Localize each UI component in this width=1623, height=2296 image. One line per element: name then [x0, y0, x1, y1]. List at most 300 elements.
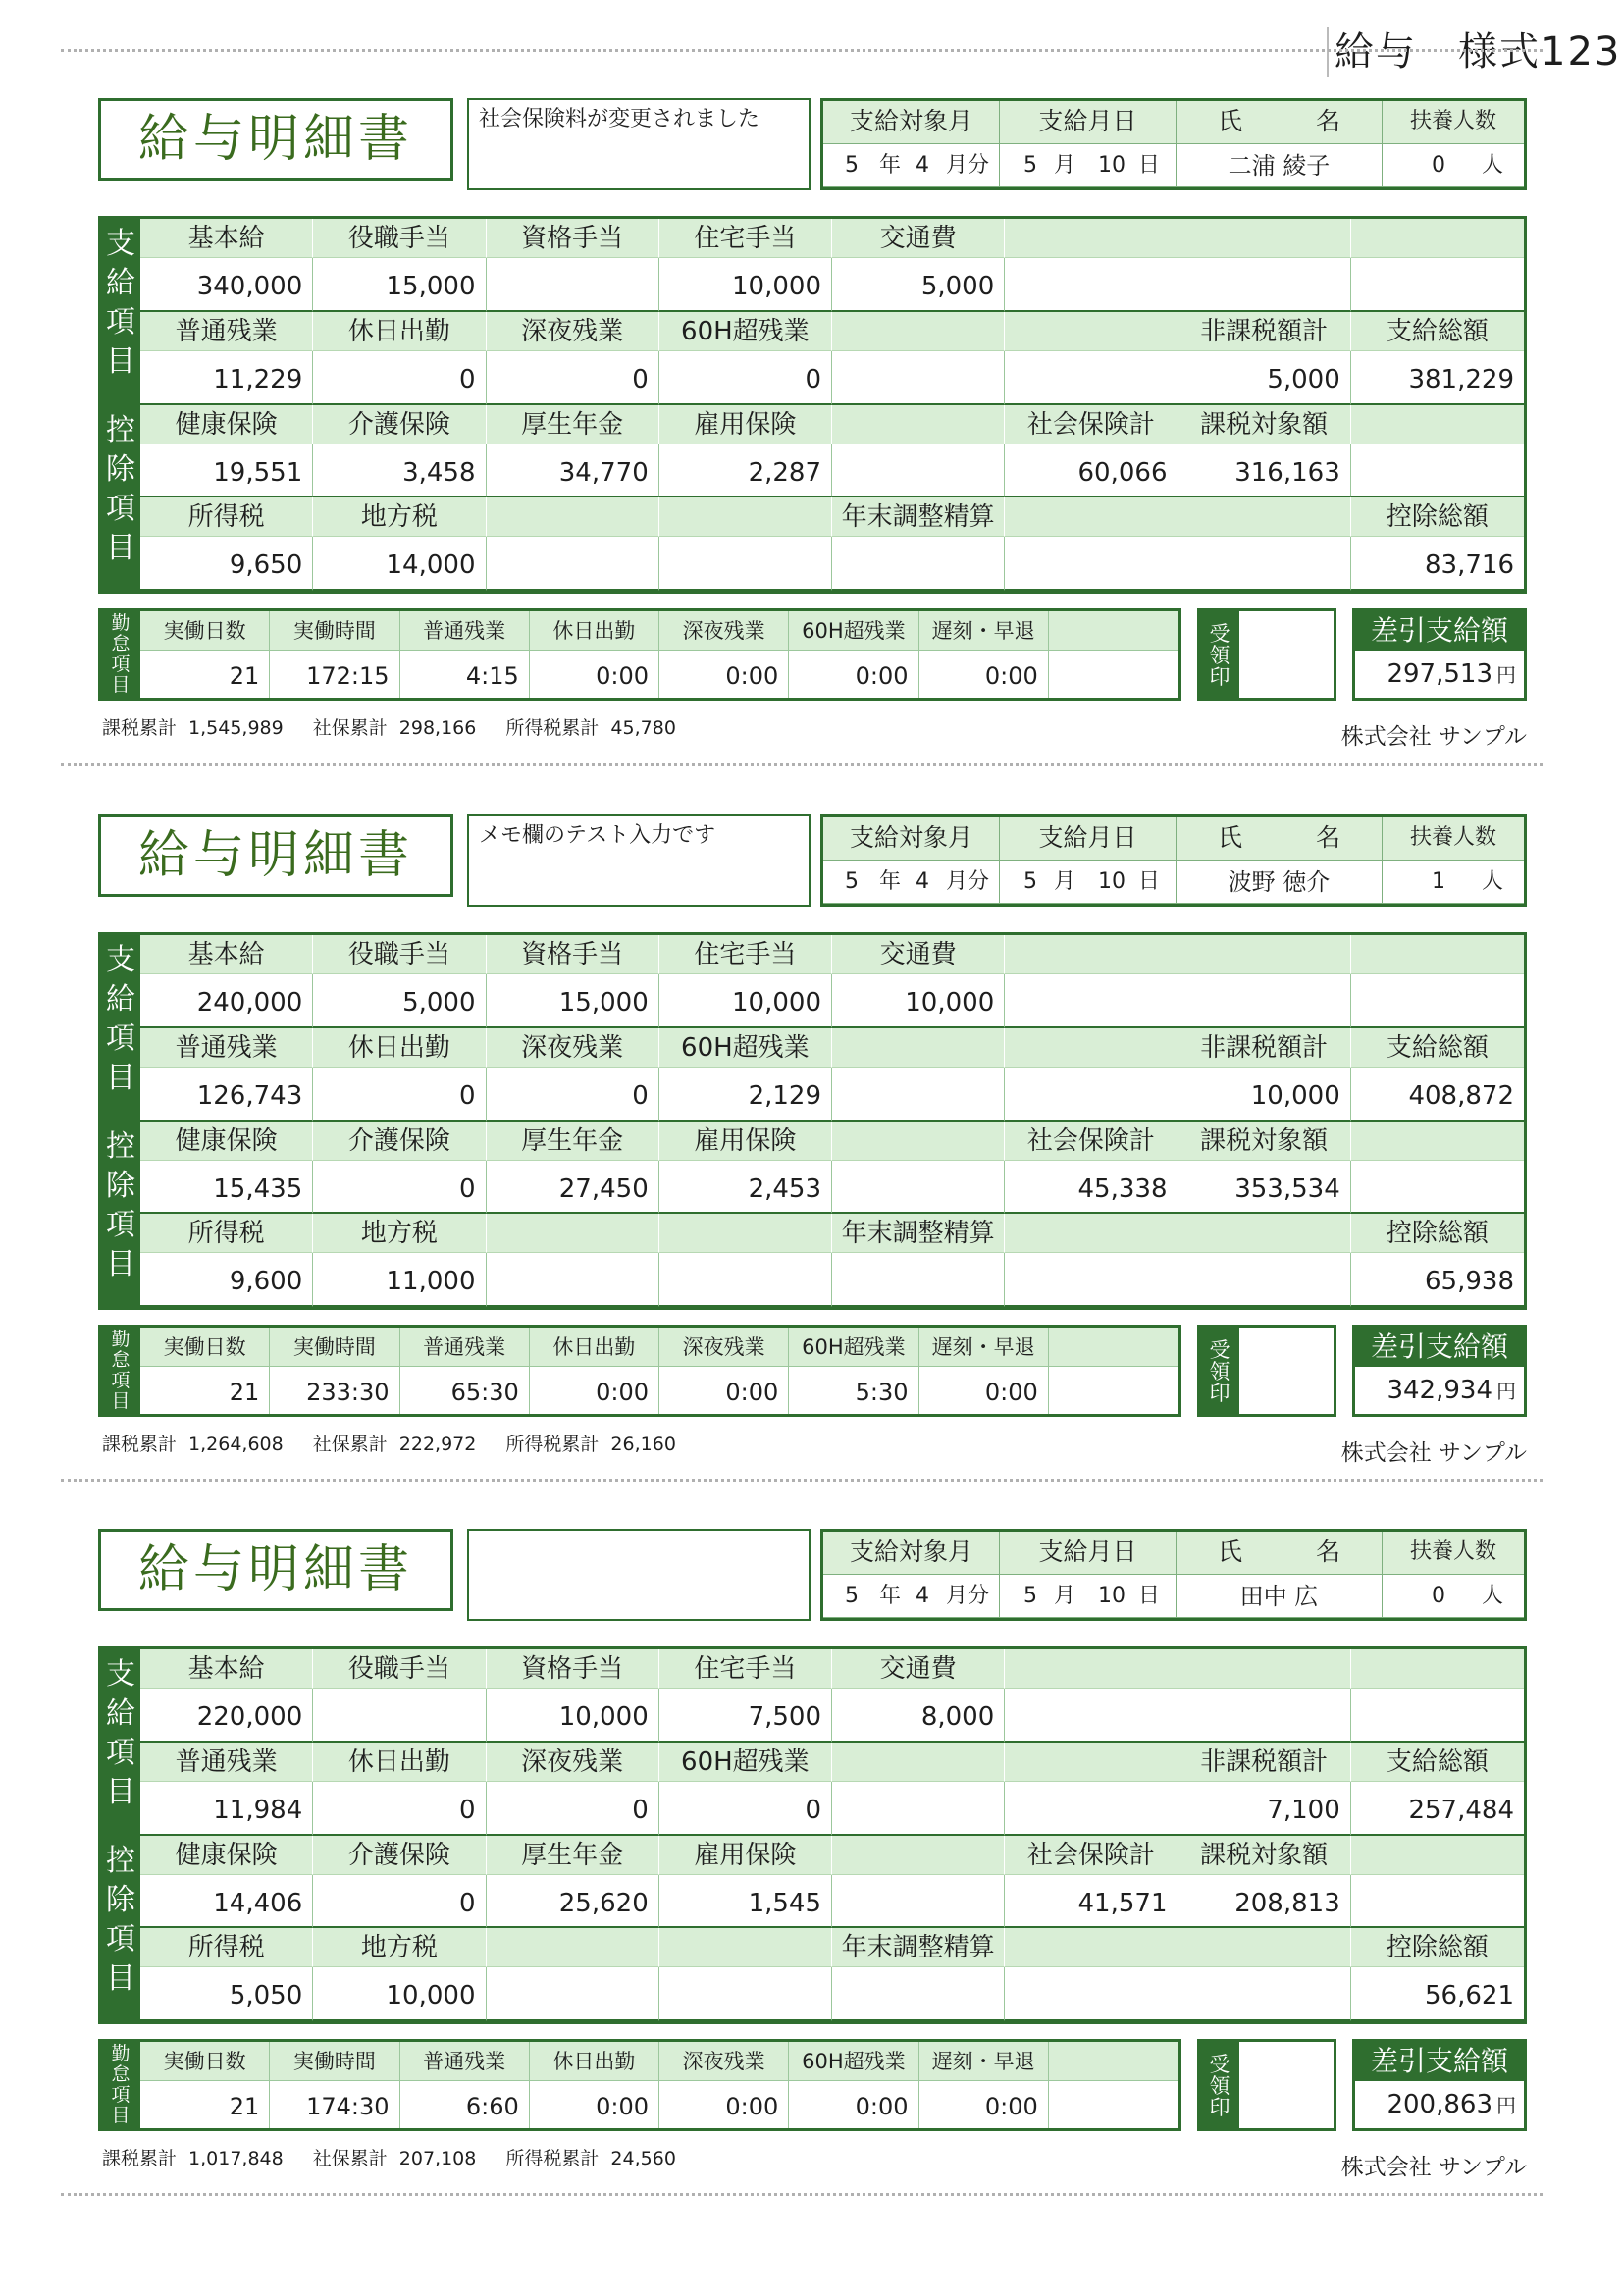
name-label: 氏 名: [1177, 101, 1383, 144]
item-label: 役職手当: [313, 219, 486, 258]
item-value: [1351, 1161, 1524, 1215]
item-value: 14,406: [140, 1875, 313, 1929]
item-label: 厚生年金: [487, 1122, 659, 1161]
payslip: [0, 98, 1623, 785]
item-label: [832, 1028, 1005, 1068]
stamp-side-label: 受 領 印: [1200, 2042, 1239, 2128]
attendance-value: 6:60: [400, 2081, 530, 2128]
attendance-value: 4:15: [400, 651, 530, 698]
item-label: 所得税: [140, 1214, 313, 1253]
item-label: 資格手当: [487, 219, 659, 258]
item-label: 深夜残業: [487, 1028, 659, 1068]
item-label: 休日出勤: [313, 1028, 486, 1068]
item-label: [1351, 405, 1524, 444]
attendance-value: 0:00: [530, 2081, 659, 2128]
item-value: 316,163: [1178, 444, 1351, 498]
item-value: 15,435: [140, 1161, 313, 1215]
item-value: [1005, 537, 1178, 591]
attendance-value: 0:00: [919, 1367, 1049, 1414]
period-label: 支給対象月: [823, 817, 1000, 861]
income-tax-total-label: 所得税累計: [505, 2148, 600, 2169]
net-pay-value: 342,934 円: [1387, 1376, 1516, 1405]
item-value: [832, 1161, 1005, 1215]
item-label: 地方税: [313, 1214, 486, 1253]
net-pay-label: 差引支給額: [1355, 1328, 1524, 1367]
deduction-items-side-label: 控 除 項 目: [101, 1836, 140, 2021]
item-value: 10,000: [832, 974, 1005, 1028]
name-label: 氏 名: [1177, 817, 1383, 861]
income-tax-total-label: 所得税累計: [505, 717, 600, 739]
stamp-side-label: 受 領 印: [1200, 1328, 1239, 1414]
item-value: [832, 1068, 1005, 1122]
deduction-items-side-label: 控 除 項 目: [101, 405, 140, 591]
taxable-total-label: 課税累計: [102, 1434, 178, 1455]
item-value: 15,000: [313, 258, 486, 312]
item-label: [487, 1214, 659, 1253]
item-label: 住宅手当: [659, 935, 832, 974]
item-label: 60H超残業: [659, 312, 832, 351]
item-label: 資格手当: [487, 1649, 659, 1689]
receipt-stamp-box: [1197, 2039, 1336, 2131]
item-label: 交通費: [832, 219, 1005, 258]
item-label: 所得税: [140, 497, 313, 537]
item-label: [1005, 219, 1178, 258]
item-value: [487, 1253, 659, 1307]
period-label: 支給対象月: [823, 101, 1000, 144]
item-label: [1178, 219, 1351, 258]
cumulative-totals: [102, 2145, 700, 2172]
social-total: 207,108: [398, 2148, 477, 2169]
company-name: 株式会社 サンプル: [1340, 1440, 1527, 1466]
item-label: [1351, 1836, 1524, 1875]
attendance-label: 休日出勤: [530, 611, 659, 651]
attendance-label: 深夜残業: [659, 611, 789, 651]
item-value: 10,000: [1178, 1068, 1351, 1122]
payslip: [0, 814, 1623, 1501]
attendance-value: 0:00: [919, 651, 1049, 698]
item-value: 2,287: [659, 444, 832, 498]
attendance-value: 0:00: [530, 651, 659, 698]
attendance-label: 60H超残業: [789, 611, 918, 651]
social-total-label: 社保累計: [312, 717, 388, 739]
item-value: [1005, 974, 1178, 1028]
item-label: 役職手当: [313, 1649, 486, 1689]
item-label: 年末調整精算: [832, 497, 1005, 537]
item-label: 交通費: [832, 1649, 1005, 1689]
item-value: 10,000: [659, 974, 832, 1028]
item-label: 厚生年金: [487, 1836, 659, 1875]
item-label: 60H超残業: [659, 1743, 832, 1782]
item-value: [1178, 1253, 1351, 1307]
taxable-total-label: 課税累計: [102, 717, 178, 739]
item-value: 5,000: [832, 258, 1005, 312]
item-label: 交通費: [832, 935, 1005, 974]
cumulative-totals: [102, 1431, 700, 1458]
income-tax-total: 24,560: [610, 2148, 676, 2169]
item-value: 208,813: [1178, 1875, 1351, 1929]
dependents-label: 扶養人数: [1383, 1532, 1524, 1575]
item-label: [1351, 219, 1524, 258]
item-value: 408,872: [1351, 1068, 1524, 1122]
item-label: 社会保険計: [1005, 1836, 1178, 1875]
item-label: 基本給: [140, 935, 313, 974]
slip-title: 給与明細書: [98, 814, 453, 897]
item-value: [832, 1253, 1005, 1307]
item-value: [832, 1875, 1005, 1929]
attendance-value: 0:00: [789, 651, 918, 698]
attendance-table: [98, 2039, 1181, 2131]
item-value: [832, 351, 1005, 405]
item-label: 介護保険: [313, 405, 486, 444]
item-value: 11,000: [313, 1253, 486, 1307]
item-label: [1351, 1122, 1524, 1161]
item-label: 控除総額: [1351, 497, 1524, 537]
item-label: 介護保険: [313, 1836, 486, 1875]
slip-header: [820, 1529, 1527, 1621]
item-label: 控除総額: [1351, 1214, 1524, 1253]
item-value: 9,650: [140, 537, 313, 591]
item-label: 健康保険: [140, 1122, 313, 1161]
item-value: 0: [313, 1161, 486, 1215]
social-total-label: 社保累計: [312, 1434, 388, 1455]
attendance-label: 普通残業: [400, 1328, 530, 1367]
net-pay-label: 差引支給額: [1355, 611, 1524, 651]
slip-title: 給与明細書: [98, 1529, 453, 1611]
employee-name: 波野 徳介: [1177, 861, 1383, 904]
attendance-label: 普通残業: [400, 2042, 530, 2081]
item-value: [1178, 258, 1351, 312]
stamp-side-label: 受 領 印: [1200, 611, 1239, 698]
employee-name: 田中 広: [1177, 1575, 1383, 1618]
attendance-grid: [140, 611, 1178, 698]
attendance-value: 0:00: [530, 1367, 659, 1414]
attendance-value: 0:00: [919, 2081, 1049, 2128]
attendance-label: 実働時間: [270, 2042, 399, 2081]
item-value: [832, 1967, 1005, 2021]
item-label: 健康保険: [140, 405, 313, 444]
item-value: 257,484: [1351, 1782, 1524, 1836]
attendance-value: 0:00: [659, 2081, 789, 2128]
item-value: [1351, 1875, 1524, 1929]
attendance-value: 65:30: [400, 1367, 530, 1414]
item-value: 45,338: [1005, 1161, 1178, 1215]
item-value: 0: [313, 1068, 486, 1122]
attendance-grid: [140, 1328, 1178, 1414]
item-value: [1351, 258, 1524, 312]
item-label: 休日出勤: [313, 312, 486, 351]
attendance-label: 実働日数: [140, 1328, 270, 1367]
item-label: 社会保険計: [1005, 405, 1178, 444]
pay-deduction-table: [98, 216, 1527, 594]
attendance-label: 60H超残業: [789, 2042, 918, 2081]
item-label: 課税対象額: [1178, 405, 1351, 444]
pay-date-label: 支給月日: [1000, 1532, 1177, 1575]
item-label: 課税対象額: [1178, 1836, 1351, 1875]
taxable-total: 1,545,989: [188, 717, 284, 739]
pay-deduction-table: [98, 1646, 1527, 2024]
attendance-value: 0:00: [789, 2081, 918, 2128]
pay-date-label: 支給月日: [1000, 101, 1177, 144]
pay-deduction-table: [98, 932, 1527, 1310]
attendance-label: 深夜残業: [659, 2042, 789, 2081]
item-label: [487, 497, 659, 537]
item-value: [1005, 1068, 1178, 1122]
period-value: 5 年 4 月分: [823, 144, 1000, 187]
item-label: 普通残業: [140, 1743, 313, 1782]
attendance-value: 172:15: [270, 651, 399, 698]
pay-date-value: 5 月 10 日: [1000, 1575, 1177, 1618]
taxable-total: 1,264,608: [188, 1434, 284, 1455]
period-value: 5 年 4 月分: [823, 1575, 1000, 1618]
attendance-label: 実働日数: [140, 2042, 270, 2081]
item-value: 353,534: [1178, 1161, 1351, 1215]
item-value: 240,000: [140, 974, 313, 1028]
item-label: 地方税: [313, 497, 486, 537]
item-value: 5,050: [140, 1967, 313, 2021]
item-value: 15,000: [487, 974, 659, 1028]
item-label: [1005, 1028, 1178, 1068]
attendance-label: 休日出勤: [530, 1328, 659, 1367]
item-label: 年末調整精算: [832, 1214, 1005, 1253]
item-value: 10,000: [487, 1689, 659, 1743]
item-label: [1005, 497, 1178, 537]
item-value: 126,743: [140, 1068, 313, 1122]
item-label: 非課税額計: [1178, 1028, 1351, 1068]
attendance-value: 21: [140, 1367, 270, 1414]
item-label: [1178, 935, 1351, 974]
slip-header: [820, 814, 1527, 907]
attendance-side-label: 勤 怠 項 目: [101, 2042, 140, 2128]
item-label: 健康保険: [140, 1836, 313, 1875]
net-pay-value: 200,863 円: [1387, 2090, 1516, 2119]
item-label: 雇用保険: [659, 1122, 832, 1161]
attendance-value: 233:30: [270, 1367, 399, 1414]
payslip: [0, 1529, 1623, 2216]
item-value: [1351, 444, 1524, 498]
attendance-value: [1049, 2081, 1178, 2128]
item-value: [1178, 974, 1351, 1028]
item-value: 14,000: [313, 537, 486, 591]
attendance-label: 休日出勤: [530, 2042, 659, 2081]
item-label: [1178, 1928, 1351, 1967]
item-label: 非課税額計: [1178, 1743, 1351, 1782]
company-name: 株式会社 サンプル: [1340, 724, 1527, 750]
attendance-side-label: 勤 怠 項 目: [101, 611, 140, 698]
item-value: [1005, 1253, 1178, 1307]
social-total-label: 社保累計: [312, 2148, 388, 2169]
item-value: [832, 444, 1005, 498]
attendance-label: 遅刻・早退: [919, 2042, 1049, 2081]
cumulative-totals: [102, 714, 700, 742]
item-value: 11,229: [140, 351, 313, 405]
item-value: 10,000: [313, 1967, 486, 2021]
memo-field: メモ欄のテスト入力です: [467, 814, 811, 907]
item-value: 19,551: [140, 444, 313, 498]
item-label: 年末調整精算: [832, 1928, 1005, 1967]
item-label: 控除総額: [1351, 1928, 1524, 1967]
item-label: [1178, 497, 1351, 537]
attendance-grid: [140, 2042, 1178, 2128]
item-label: [659, 1214, 832, 1253]
item-label: 普通残業: [140, 312, 313, 351]
item-label: [832, 1122, 1005, 1161]
income-tax-total: 45,780: [610, 717, 676, 739]
item-value: 220,000: [140, 1689, 313, 1743]
net-pay-label: 差引支給額: [1355, 2042, 1524, 2081]
pay-items-side-label: 支 給 項 目: [101, 1649, 140, 1836]
attendance-value: [1049, 651, 1178, 698]
item-label: 支給総額: [1351, 1743, 1524, 1782]
receipt-stamp-box: [1197, 1325, 1336, 1417]
attendance-label: 実働日数: [140, 611, 270, 651]
item-label: 介護保険: [313, 1122, 486, 1161]
attendance-label: 実働時間: [270, 1328, 399, 1367]
item-label: 課税対象額: [1178, 1122, 1351, 1161]
pay-grid: [140, 935, 1524, 1307]
item-value: 11,984: [140, 1782, 313, 1836]
item-value: [659, 537, 832, 591]
dependents-label: 扶養人数: [1383, 101, 1524, 144]
pay-grid: [140, 1649, 1524, 2021]
pay-grid: [140, 219, 1524, 591]
item-label: [1178, 1649, 1351, 1689]
item-label: 住宅手当: [659, 219, 832, 258]
item-value: 0: [313, 1875, 486, 1929]
item-value: 0: [659, 1782, 832, 1836]
item-value: 34,770: [487, 444, 659, 498]
item-value: [487, 1967, 659, 2021]
item-value: [1005, 1689, 1178, 1743]
cut-line: [61, 49, 1543, 52]
item-value: 2,453: [659, 1161, 832, 1215]
item-value: 10,000: [659, 258, 832, 312]
item-value: 340,000: [140, 258, 313, 312]
item-label: 支給総額: [1351, 312, 1524, 351]
item-value: 41,571: [1005, 1875, 1178, 1929]
income-tax-total-label: 所得税累計: [505, 1434, 600, 1455]
item-value: [313, 1689, 486, 1743]
item-label: [659, 1928, 832, 1967]
item-value: 0: [487, 1068, 659, 1122]
item-value: [832, 537, 1005, 591]
item-value: 0: [487, 351, 659, 405]
item-value: 9,600: [140, 1253, 313, 1307]
item-value: [487, 537, 659, 591]
deduction-items-side-label: 控 除 項 目: [101, 1122, 140, 1307]
item-label: 普通残業: [140, 1028, 313, 1068]
item-label: [832, 312, 1005, 351]
taxable-total: 1,017,848: [188, 2148, 284, 2169]
item-value: [659, 1253, 832, 1307]
form-code: 給与 様式123: [1327, 27, 1609, 77]
item-label: 社会保険計: [1005, 1122, 1178, 1161]
attendance-label: [1049, 611, 1178, 651]
pay-date-value: 5 月 10 日: [1000, 144, 1177, 187]
pay-items-side-label: 支 給 項 目: [101, 935, 140, 1122]
item-label: 所得税: [140, 1928, 313, 1967]
period-value: 5 年 4 月分: [823, 861, 1000, 904]
attendance-label: [1049, 1328, 1178, 1367]
item-label: 厚生年金: [487, 405, 659, 444]
attendance-value: 21: [140, 651, 270, 698]
name-label: 氏 名: [1177, 1532, 1383, 1575]
attendance-value: 174:30: [270, 2081, 399, 2128]
pay-date-value: 5 月 10 日: [1000, 861, 1177, 904]
attendance-table: [98, 608, 1181, 701]
item-label: [1005, 1928, 1178, 1967]
attendance-label: [1049, 2042, 1178, 2081]
net-pay-box: [1352, 2039, 1527, 2131]
item-value: 0: [659, 351, 832, 405]
item-label: 役職手当: [313, 935, 486, 974]
memo-field: 社会保険料が変更されました: [467, 98, 811, 190]
item-value: 0: [313, 1782, 486, 1836]
attendance-label: 遅刻・早退: [919, 611, 1049, 651]
attendance-label: 実働時間: [270, 611, 399, 651]
item-value: [832, 1782, 1005, 1836]
item-label: 雇用保険: [659, 1836, 832, 1875]
item-label: [832, 1836, 1005, 1875]
item-value: 5,000: [1178, 351, 1351, 405]
item-value: 3,458: [313, 444, 486, 498]
item-label: [832, 1743, 1005, 1782]
attendance-value: 0:00: [659, 651, 789, 698]
net-pay-box: [1352, 608, 1527, 701]
taxable-total-label: 課税累計: [102, 2148, 178, 2169]
item-label: [659, 497, 832, 537]
social-total: 298,166: [398, 717, 477, 739]
dependents-label: 扶養人数: [1383, 817, 1524, 861]
pay-date-label: 支給月日: [1000, 817, 1177, 861]
item-value: [1178, 1967, 1351, 2021]
item-label: 資格手当: [487, 935, 659, 974]
item-label: 雇用保険: [659, 405, 832, 444]
attendance-label: 60H超残業: [789, 1328, 918, 1367]
item-value: 7,100: [1178, 1782, 1351, 1836]
item-value: 2,129: [659, 1068, 832, 1122]
period-label: 支給対象月: [823, 1532, 1000, 1575]
item-label: [1178, 1214, 1351, 1253]
attendance-value: 5:30: [789, 1367, 918, 1414]
item-label: 深夜残業: [487, 312, 659, 351]
attendance-side-label: 勤 怠 項 目: [101, 1328, 140, 1414]
attendance-value: [1049, 1367, 1178, 1414]
item-value: [1178, 1689, 1351, 1743]
item-value: 25,620: [487, 1875, 659, 1929]
item-value: [1178, 537, 1351, 591]
item-value: 7,500: [659, 1689, 832, 1743]
item-value: 27,450: [487, 1161, 659, 1215]
company-name: 株式会社 サンプル: [1340, 2155, 1527, 2180]
attendance-value: 0:00: [659, 1367, 789, 1414]
item-value: [1005, 351, 1178, 405]
item-label: 基本給: [140, 1649, 313, 1689]
item-label: [832, 405, 1005, 444]
item-value: 381,229: [1351, 351, 1524, 405]
item-label: [1005, 935, 1178, 974]
dependents-value: 0 人: [1383, 1575, 1524, 1618]
item-value: [659, 1967, 832, 2021]
item-value: 8,000: [832, 1689, 1005, 1743]
slip-title: 給与明細書: [98, 98, 453, 181]
item-value: [1005, 1782, 1178, 1836]
item-label: 支給総額: [1351, 1028, 1524, 1068]
memo-field: [467, 1529, 811, 1621]
item-value: 65,938: [1351, 1253, 1524, 1307]
income-tax-total: 26,160: [610, 1434, 676, 1455]
item-value: [487, 258, 659, 312]
item-label: [1005, 1743, 1178, 1782]
